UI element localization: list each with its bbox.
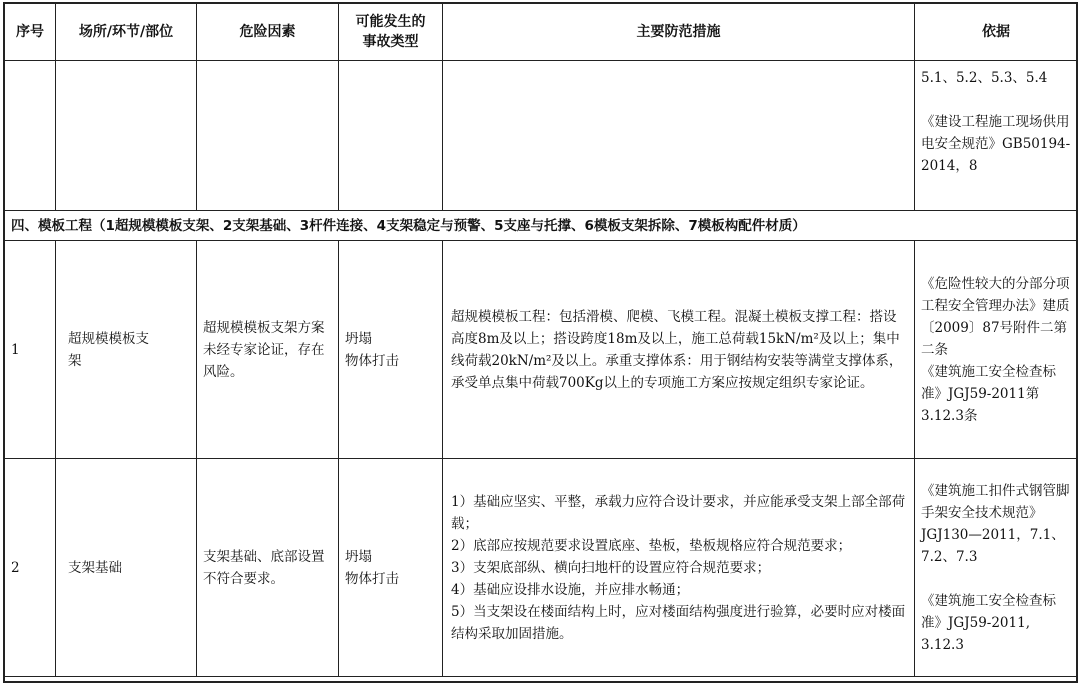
hazard-cell: 超规模模板支架方案未经专家论证，存在风险。 bbox=[197, 241, 339, 459]
accident-type: 坍塌 bbox=[345, 548, 372, 565]
cell-empty bbox=[5, 61, 56, 211]
table-row bbox=[5, 61, 1078, 211]
hazard-cell: 支架基础、底部设置不符合要求。 bbox=[197, 459, 339, 677]
accident-cell bbox=[339, 241, 443, 459]
table-row bbox=[5, 241, 1078, 459]
header-measures: 主要防范措施 bbox=[443, 4, 915, 61]
header-accident-line1: 可能发生的 bbox=[355, 14, 426, 30]
accident-type: 坍塌 bbox=[345, 330, 372, 347]
cell-empty bbox=[443, 61, 915, 211]
hazard-table bbox=[4, 3, 1078, 677]
cell-empty bbox=[339, 61, 443, 211]
measure-item: 5）当支架设在楼面结构上时，应对楼面结构强度进行验算，必要时应对楼面结构采取加固措施。 bbox=[451, 603, 906, 642]
measure-item: 1）基础应坚实、平整，承载力应符合设计要求，并应能承受支架上部全部荷载； bbox=[451, 493, 906, 532]
header-accident-line2: 事故类型 bbox=[362, 34, 419, 50]
measure-item: 4）基础应设排水设施，并应排水畅通； bbox=[451, 581, 690, 598]
measures-cell: 超规模模板工程：包括滑模、爬模、飞模工程。混凝土模板支撑工程：搭设高度8m及以上；搭设跨度18m及以上，施工总荷载15kN/m²及以上；集中线荷载20kN/m²及以上。承重支撑体系：用于钢结构安装等满堂支撑体系，承受单点集中荷载700Kg以上的专项施工方案应按规定组织专家论证。 bbox=[443, 241, 915, 459]
measure-item: 3）支架底部纵、横向扫地杆的设置应符合规范要求； bbox=[451, 559, 771, 576]
accident-type: 物体打击 bbox=[345, 352, 399, 369]
accident-cell bbox=[339, 459, 443, 677]
header-row bbox=[5, 4, 1078, 61]
section-title: 四、模板工程（1超规模模板支架、2支架基础、3杆件连接、4支架稳定与预警、5支座与托撑、6模板支架拆除、7模板构配件材质） bbox=[5, 211, 1078, 241]
basis-text: 《建筑施工扣件式钢管脚手架安全技术规范》JGJ130—2011，7.1、7.2、7.3 bbox=[921, 482, 1070, 565]
measures-cell bbox=[443, 459, 915, 677]
location-cell: 支架基础 bbox=[56, 459, 197, 677]
header-location: 场所/环节/部位 bbox=[56, 4, 197, 61]
table-row bbox=[5, 459, 1078, 677]
header-basis: 依据 bbox=[915, 4, 1078, 61]
section-row bbox=[5, 211, 1078, 241]
basis-cell bbox=[915, 61, 1078, 211]
basis-text: 《危险性较大的分部分项工程安全管理办法》建质〔2009〕87号附件二第二条 bbox=[921, 275, 1070, 358]
header-accident-type bbox=[339, 4, 443, 61]
basis-text: 《建筑施工安全检查标准》JGJ59-2011, 3.12.3 bbox=[921, 592, 1056, 653]
basis-cell bbox=[915, 241, 1078, 459]
header-no: 序号 bbox=[5, 4, 56, 61]
basis-cell bbox=[915, 459, 1078, 677]
accident-type: 物体打击 bbox=[345, 570, 399, 587]
basis-text: 《建筑施工安全检查标准》JGJ59-2011第3.12.3条 bbox=[921, 363, 1056, 424]
cell-empty bbox=[197, 61, 339, 211]
cell-empty bbox=[56, 61, 197, 211]
measure-item: 2）底部应按规范要求设置底座、垫板，垫板规格应符合规范要求； bbox=[451, 537, 852, 554]
header-hazard: 危险因素 bbox=[197, 4, 339, 61]
basis-text: 5.1、5.2、5.3、5.4 bbox=[921, 70, 1048, 86]
location-cell: 超规模模板支架 bbox=[56, 241, 197, 459]
basis-text: 《建设工程施工现场供用电安全规范》GB50194-2014，8 bbox=[921, 114, 1071, 174]
row-number: 1 bbox=[5, 241, 56, 459]
row-number: 2 bbox=[5, 459, 56, 677]
